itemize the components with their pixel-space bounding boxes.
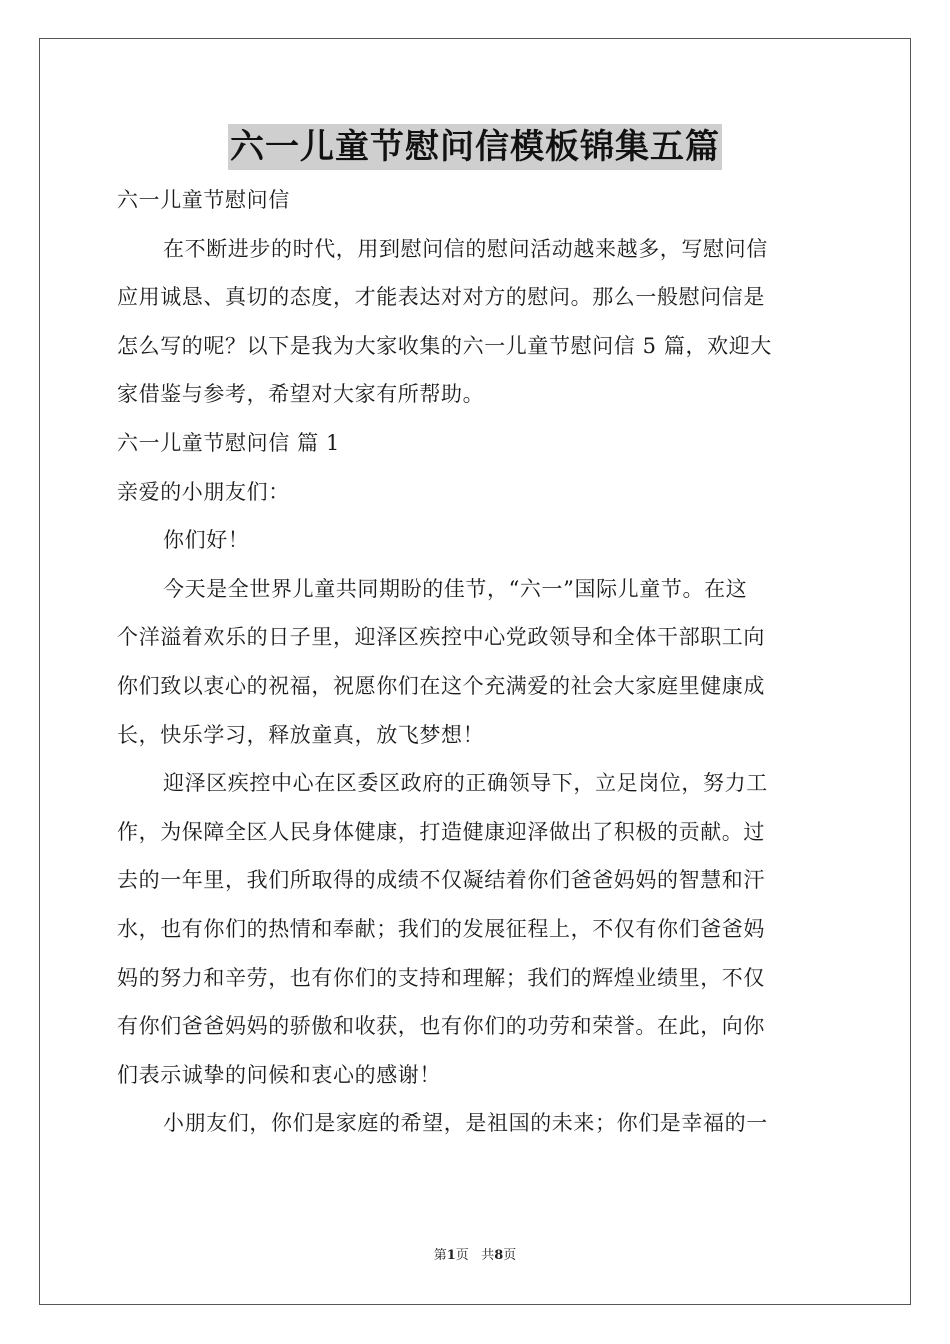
title-area bbox=[0, 124, 950, 170]
footer-page-total: 8 bbox=[494, 1248, 504, 1263]
document-body bbox=[117, 176, 833, 1148]
text-line: 家借鉴与参考，希望对大家有所帮助。 bbox=[117, 382, 485, 407]
footer-page-unit: 页 bbox=[455, 1248, 469, 1263]
text-line: 有你们爸爸妈妈的骄傲和收获，也有你们的功劳和荣誉。在此，向你 bbox=[117, 1014, 765, 1039]
text-line: 作，为保障全区人民身体健康，打造健康迎泽做出了积极的贡献。过 bbox=[117, 819, 765, 844]
document-title: 六一儿童节慰问信模板锦集五篇 bbox=[228, 124, 722, 170]
footer-page-current: 1 bbox=[446, 1248, 456, 1263]
text-line: 们表示诚挚的问候和衷心的感谢！ bbox=[117, 1062, 441, 1087]
page-footer bbox=[0, 1244, 950, 1263]
text-line: 你们好！ bbox=[163, 528, 250, 553]
text-line: 亲爱的小朋友们： bbox=[117, 479, 290, 504]
text-line: 小朋友们，你们是家庭的希望，是祖国的未来；你们是幸福的一 bbox=[163, 1111, 768, 1136]
text-line: 你们致以衷心的祝福，祝愿你们在这个充满爱的社会大家庭里健康成 bbox=[117, 673, 765, 698]
text-line: 迎泽区疾控中心在区委区政府的正确领导下，立足岗位，努力工 bbox=[163, 771, 768, 796]
text-line: 今天是全世界儿童共同期盼的佳节，“六一”国际儿童节。在这 bbox=[163, 576, 748, 601]
text-line: 去的一年里，我们所取得的成绩不仅凝结着你们爸爸妈妈的智慧和汗 bbox=[117, 868, 765, 893]
text-line: 六一儿童节慰问信 bbox=[117, 188, 290, 212]
footer-page-prefix: 第 bbox=[433, 1248, 447, 1263]
text-line: 在不断进步的时代，用到慰问信的慰问活动越来越多，写慰问信 bbox=[163, 236, 768, 261]
text-line: 六一儿童节慰问信 篇 1 bbox=[117, 430, 340, 455]
text-line: 个洋溢着欢乐的日子里，迎泽区疾控中心党政领导和全体干部职工向 bbox=[117, 625, 765, 650]
text-line: 怎么写的呢？以下是我为大家收集的六一儿童节慰问信 5 篇，欢迎大 bbox=[117, 333, 772, 358]
text-line: 应用诚恳、真切的态度，才能表达对对方的慰问。那么一般慰问信是 bbox=[117, 285, 765, 310]
footer-total-prefix: 共 bbox=[481, 1248, 495, 1263]
footer-total-unit: 页 bbox=[503, 1248, 517, 1263]
text-line: 妈的努力和辛劳，也有你们的支持和理解；我们的辉煌业绩里，不仅 bbox=[117, 965, 765, 990]
text-line: 长，快乐学习，释放童真，放飞梦想！ bbox=[117, 722, 485, 747]
text-line: 水，也有你们的热情和奉献；我们的发展征程上，不仅有你们爸爸妈 bbox=[117, 916, 765, 941]
